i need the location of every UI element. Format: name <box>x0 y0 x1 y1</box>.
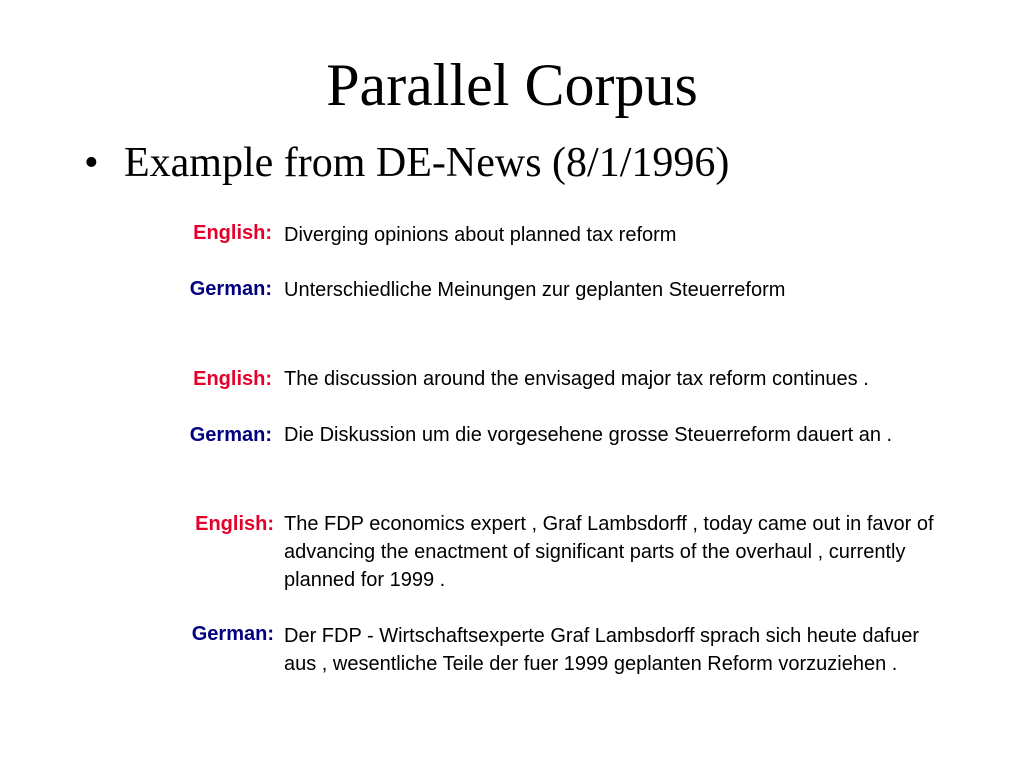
german-label: German: <box>189 424 272 446</box>
english-sentence: The discussion around the envisaged major tax reform continues . <box>284 368 869 390</box>
german-label: German: <box>191 623 274 645</box>
german-label: German: <box>189 278 272 300</box>
english-sentence: Diverging opinions about planned tax reform <box>284 224 677 246</box>
bullet-icon: • <box>84 140 99 186</box>
english-label: English: <box>193 222 272 244</box>
english-sentence: The FDP economics expert , Graf Lambsdorff , today came out in favor of advancing the enactment of significant parts of the overhaul , currently planned for 1999 . <box>284 513 934 591</box>
german-sentence: Unterschiedliche Meinungen zur geplanten Steuerreform <box>284 279 786 301</box>
english-label: English: <box>195 513 274 535</box>
bullet-text: Example from DE-News (8/1/1996) <box>124 140 730 186</box>
slide-title: Parallel Corpus <box>326 52 698 118</box>
german-sentence: Der FDP - Wirtschaftsexperte Graf Lambsdorff sprach sich heute dafuer aus , wesentliche Teile der fuer 1999 geplanten Reform vorzuziehen . <box>284 625 920 675</box>
english-label: English: <box>193 368 272 390</box>
german-sentence: Die Diskussion um die vorgesehene grosse Steuerreform dauert an . <box>284 424 893 446</box>
bullet-item <box>84 138 729 188</box>
